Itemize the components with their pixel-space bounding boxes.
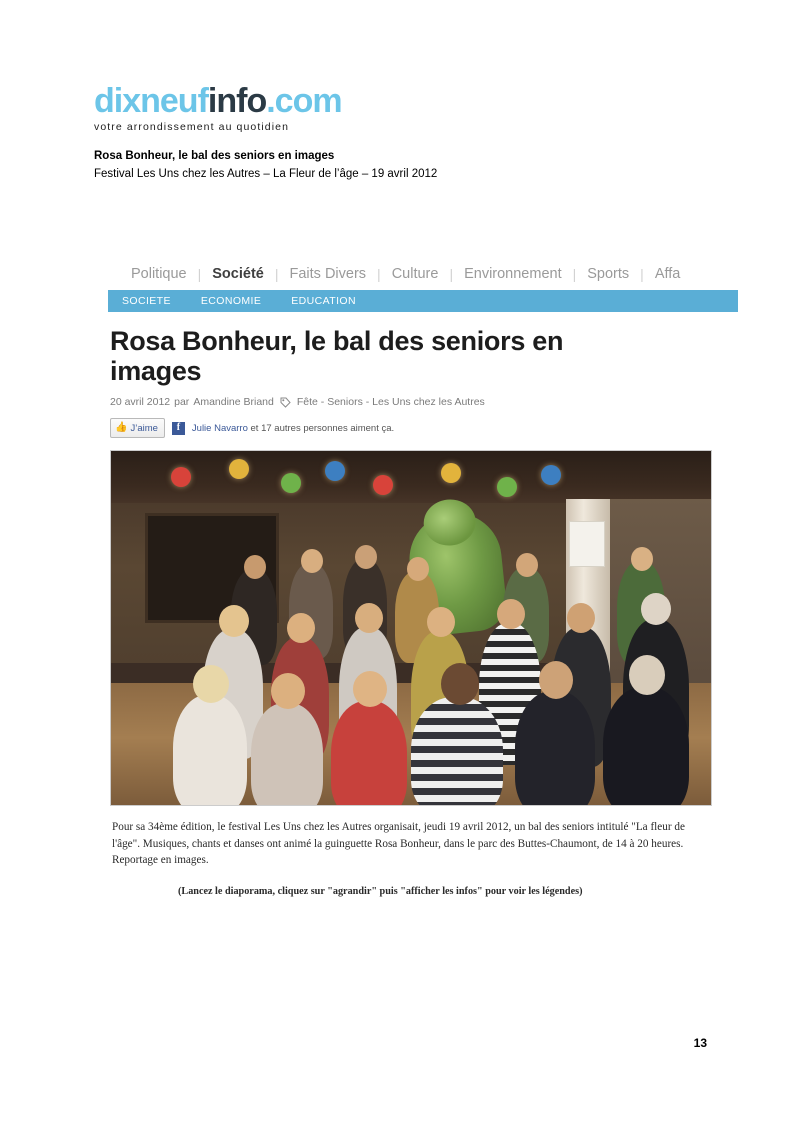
article-meta	[110, 396, 738, 408]
site-sub-nav	[108, 290, 738, 312]
logo-part-info: info	[207, 82, 267, 120]
like-button-label: J’aime	[130, 422, 158, 434]
photo-crowd-figure	[411, 697, 503, 806]
site-logo	[94, 84, 514, 120]
article-author[interactable]: Amandine Briand	[193, 396, 274, 409]
photo-caption-note: (Lancez le diaporama, cliquez sur "agrandir" puis "afficher les infos" pour voir les légendes)	[178, 886, 583, 898]
nav-item-environnement[interactable]: Environnement	[464, 266, 562, 282]
embedded-screenshot	[108, 258, 738, 897]
document-subtitle: Festival Les Uns chez les Autres – La Fleur de l’âge – 19 avril 2012	[94, 168, 438, 180]
subnav-item-societe[interactable]: SOCIETE	[122, 295, 171, 307]
logo-part-com: .com	[266, 82, 342, 120]
nav-separator: |	[274, 266, 279, 282]
photo-crowd-figure	[515, 691, 595, 806]
article-title: Rosa Bonheur, le bal des seniors en images	[110, 326, 564, 387]
photo-canvas	[111, 451, 711, 805]
photo-crowd-figure	[331, 701, 407, 806]
nav-separator: |	[377, 266, 381, 282]
page-number: 13	[693, 1036, 707, 1050]
tag-icon	[280, 397, 291, 408]
photo-crowd-figure	[251, 703, 323, 806]
social-row	[110, 418, 738, 438]
nav-item-sports[interactable]: Sports	[587, 266, 630, 282]
subnav-item-education[interactable]: EDUCATION	[291, 295, 356, 307]
nav-separator: |	[572, 266, 577, 282]
article	[108, 312, 738, 897]
article-by-prefix: par	[174, 396, 190, 409]
article-date: 20 avril 2012	[110, 396, 171, 409]
masthead	[94, 84, 514, 133]
nav-separator: |	[197, 266, 202, 282]
facebook-like-button[interactable]	[110, 418, 165, 438]
article-tags[interactable]: Fête - Seniors - Les Uns chez les Autres	[296, 396, 485, 409]
nav-item-politique[interactable]: Politique	[131, 266, 187, 282]
nav-item-societe[interactable]: Société	[212, 266, 264, 282]
photo-crowd-figure	[603, 687, 689, 806]
nav-separator: |	[449, 266, 454, 282]
site-main-nav	[108, 258, 738, 290]
thumbs-up-icon: 👍	[115, 422, 128, 434]
article-photo[interactable]	[110, 450, 712, 806]
like-count-text	[192, 423, 394, 434]
logo-tagline: votre arrondissement au quotidien	[94, 120, 290, 133]
document-title: Rosa Bonheur, le bal des seniors en images	[94, 150, 335, 162]
nav-item-affaires[interactable]: Affa	[654, 266, 681, 282]
like-count-rest: et 17 autres personnes aiment ça.	[250, 422, 395, 434]
subnav-item-economie[interactable]: ECONOMIE	[200, 295, 262, 307]
nav-item-faits-divers[interactable]: Faits Divers	[289, 266, 367, 282]
logo-part-dixneuf: dixneuf	[94, 82, 208, 120]
like-count-name[interactable]: Julie Navarro	[191, 422, 248, 434]
photo-crowd-figure	[173, 695, 247, 806]
facebook-icon: f	[172, 422, 185, 435]
nav-item-culture[interactable]: Culture	[391, 266, 439, 282]
photo-caption: Pour sa 34ème édition, le festival Les Uns chez les Autres organisait, jeudi 19 avril 2012, un bal des seniors intitulé "La fleur de l'âge". Musiques, chants et danses ont animé la guinguette Rosa Bonheur, dans le parc des Buttes-Chaumont, de 14 à 20 heures. Reportage en images.	[112, 821, 685, 866]
photo-notice-poster	[569, 521, 605, 567]
nav-separator: |	[640, 266, 644, 282]
